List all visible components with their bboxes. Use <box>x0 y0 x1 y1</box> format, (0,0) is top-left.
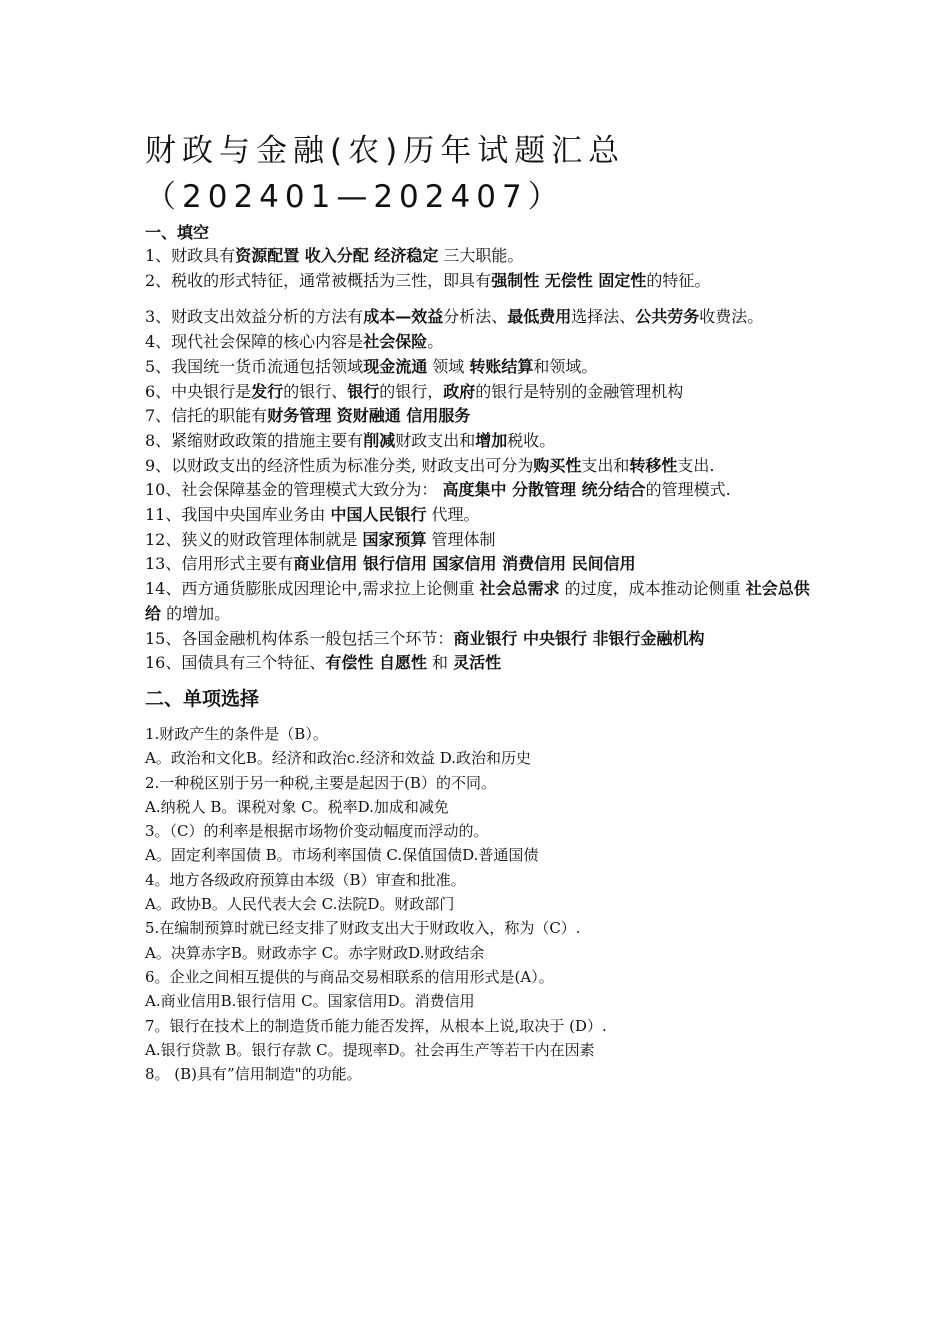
answer-text: 社会总供给 <box>145 579 810 623</box>
answer-text: 转账结算 <box>469 356 534 376</box>
question-text: 8、紧缩财政政策的措施主要有 <box>145 430 364 450</box>
question-text: 的特征。 <box>646 270 711 290</box>
answer-text: 银行 <box>347 381 380 401</box>
question-text: 7、信托的职能有 <box>145 406 268 426</box>
question-text: 16、国债具有三个特征、 <box>145 653 326 673</box>
question-text: 9、以财政支出的经济性质为标准分类, 财政支出可分为 <box>145 455 534 475</box>
answer-text: 资源配置 收入分配 经济稳定 <box>235 246 439 265</box>
answer-text: 商业信用 银行信用 国家信用 消费信用 民间信用 <box>293 554 636 574</box>
question-text: 11、我国中央国库业务由 <box>145 505 331 525</box>
question-text: 和领域。 <box>533 356 598 376</box>
question-text: 14、西方通货膨胀成因理论中,需求拉上论侧重 <box>145 579 480 599</box>
fill-in-list <box>145 244 813 676</box>
fill-in-item <box>145 651 813 676</box>
question-text: 13、信用形式主要有 <box>145 554 294 574</box>
question-text: 的管理模式. <box>645 480 731 500</box>
document-page <box>145 128 813 1086</box>
section-heading-fill-in: 一、填空 <box>145 223 210 242</box>
fill-in-item <box>145 429 813 454</box>
question-text: 的增加。 <box>161 603 231 623</box>
fill-in-item <box>145 528 813 553</box>
options-line: A.银行贷款 B。银行存款 C。提现率D。社会再生产等若干内在因素 <box>145 1040 595 1059</box>
answer-text: 商业银行 中央银行 非银行金融机构 <box>453 628 705 648</box>
answer-text: 高度集中 分散管理 统分结合 <box>442 480 646 500</box>
fill-in-item <box>145 355 813 380</box>
single-choice-list <box>145 722 813 1086</box>
question-text: 6、中央银行是 <box>145 381 252 401</box>
answer-text: 削减 <box>363 430 396 450</box>
question-line: 6。企业之间相互提供的与商品交易相联系的信用形式是(A）。 <box>145 967 554 986</box>
question-line: 2.一种税区别于另一种税,主要是起因于(B）的不同。 <box>145 773 496 792</box>
fill-in-item <box>145 330 813 355</box>
options-line: A.商业信用B.银行信用 C。国家信用D。消费信用 <box>145 992 475 1011</box>
question-text: 三大职能。 <box>438 246 524 265</box>
fill-in-item <box>145 577 813 626</box>
question-text: 管理体制 <box>426 529 496 549</box>
answer-text: 政府 <box>443 381 476 401</box>
fill-in-item <box>145 404 813 429</box>
question-text: 2、税收的形式特征，通常被概括为三性，即具有 <box>145 270 492 290</box>
options-line: A。决算赤字B。财政赤字 C。赤字财政D.财政结余 <box>145 943 485 962</box>
answer-text: 社会总需求 <box>479 579 560 599</box>
fill-in-item <box>145 305 813 330</box>
question-text: 选择法、 <box>571 307 636 327</box>
question-text: 的银行、 <box>283 381 348 401</box>
question-text: 10、社会保障基金的管理模式大致分为： <box>145 480 443 500</box>
answer-text: 购买性 <box>533 455 582 475</box>
answer-text: 增加 <box>475 430 508 450</box>
question-text: 支出和 <box>581 455 630 475</box>
answer-text: 中国人民银行 <box>330 505 427 525</box>
question-text: 代理。 <box>426 505 480 525</box>
options-line: A。政治和文化B。经济和政治c.经济和效益 D.政治和历史 <box>145 749 532 768</box>
question-text: 收费法。 <box>699 307 764 327</box>
question-line: 7。银行在技术上的制造货币能力能否发挥，从根本上说,取决于 (D）. <box>145 1016 607 1035</box>
question-text: 4、现代社会保障的核心内容是 <box>145 332 364 352</box>
question-text: 3、财政支出效益分析的方法有 <box>145 307 364 327</box>
answer-text: 现金流通 <box>363 356 428 376</box>
question-line: 8。 (B)具有”信用制造"的功能。 <box>145 1065 362 1084</box>
fill-in-item <box>145 269 813 294</box>
question-text: 的银行， <box>379 381 444 401</box>
question-line: 1.财政产生的条件是（B）。 <box>145 724 328 743</box>
question-text: 和 <box>426 653 454 673</box>
section-heading-single-choice: 二、单项选择 <box>145 687 260 710</box>
question-text: 1、财政具有 <box>145 246 236 265</box>
answer-text: 最低费用 <box>507 307 572 327</box>
document-title: 财政与金融(农)历年试题汇总（202401—202407） <box>145 133 626 215</box>
question-text: 税收。 <box>507 430 556 450</box>
fill-in-item <box>145 552 813 577</box>
answer-text: 国家预算 <box>362 529 427 549</box>
fill-in-item <box>145 244 813 269</box>
options-line: A.纳税人 B。课税对象 C。税率D.加成和减免 <box>145 797 449 816</box>
question-text: 的过度，成本推动论侧重 <box>559 579 746 599</box>
fill-in-item <box>145 380 813 405</box>
answer-text: 社会保险 <box>363 332 428 352</box>
question-line: 3。（C）的利率是根据市场物价变动幅度而浮动的。 <box>145 822 489 841</box>
answer-text: 转移性 <box>629 455 678 475</box>
answer-text: 有偿性 自愿性 <box>325 653 427 673</box>
question-text: 。 <box>427 332 444 352</box>
answer-text: 公共劳务 <box>635 307 700 327</box>
question-text: 财政支出和 <box>395 430 476 450</box>
question-text: 的银行是特别的金融管理机构 <box>475 381 684 401</box>
fill-in-item <box>145 627 813 652</box>
question-text: 支出. <box>677 455 715 475</box>
options-line: A。政协B。人民代表大会 C.法院D。财政部门 <box>145 895 455 914</box>
fill-in-item <box>145 478 813 503</box>
question-line: 4。地方各级政府预算由本级（B）审查和批准。 <box>145 870 466 889</box>
question-text: 12、狭义的财政管理体制就是 <box>145 529 363 549</box>
fill-in-item <box>145 503 813 528</box>
fill-in-item <box>145 454 813 479</box>
question-line: 5.在编制预算时就已经支排了财政支出大于财政收入，称为（C）. <box>145 919 581 938</box>
question-text: 分析法、 <box>443 307 508 327</box>
answer-text: 成本—效益 <box>363 307 444 327</box>
answer-text: 发行 <box>251 381 284 401</box>
answer-text: 灵活性 <box>453 653 502 673</box>
options-line: A。固定利率国债 B。市场利率国债 C.保值国债D.普通国债 <box>145 846 539 865</box>
answer-text: 财务管理 资财融通 信用服务 <box>267 406 471 426</box>
answer-text: 强制性 无偿性 固定性 <box>491 270 647 290</box>
question-text: 领域 <box>427 356 470 376</box>
question-text: 5、我国统一货币流通包括领域 <box>145 356 364 376</box>
question-text: 15、各国金融机构体系一般包括三个环节： <box>145 628 454 648</box>
